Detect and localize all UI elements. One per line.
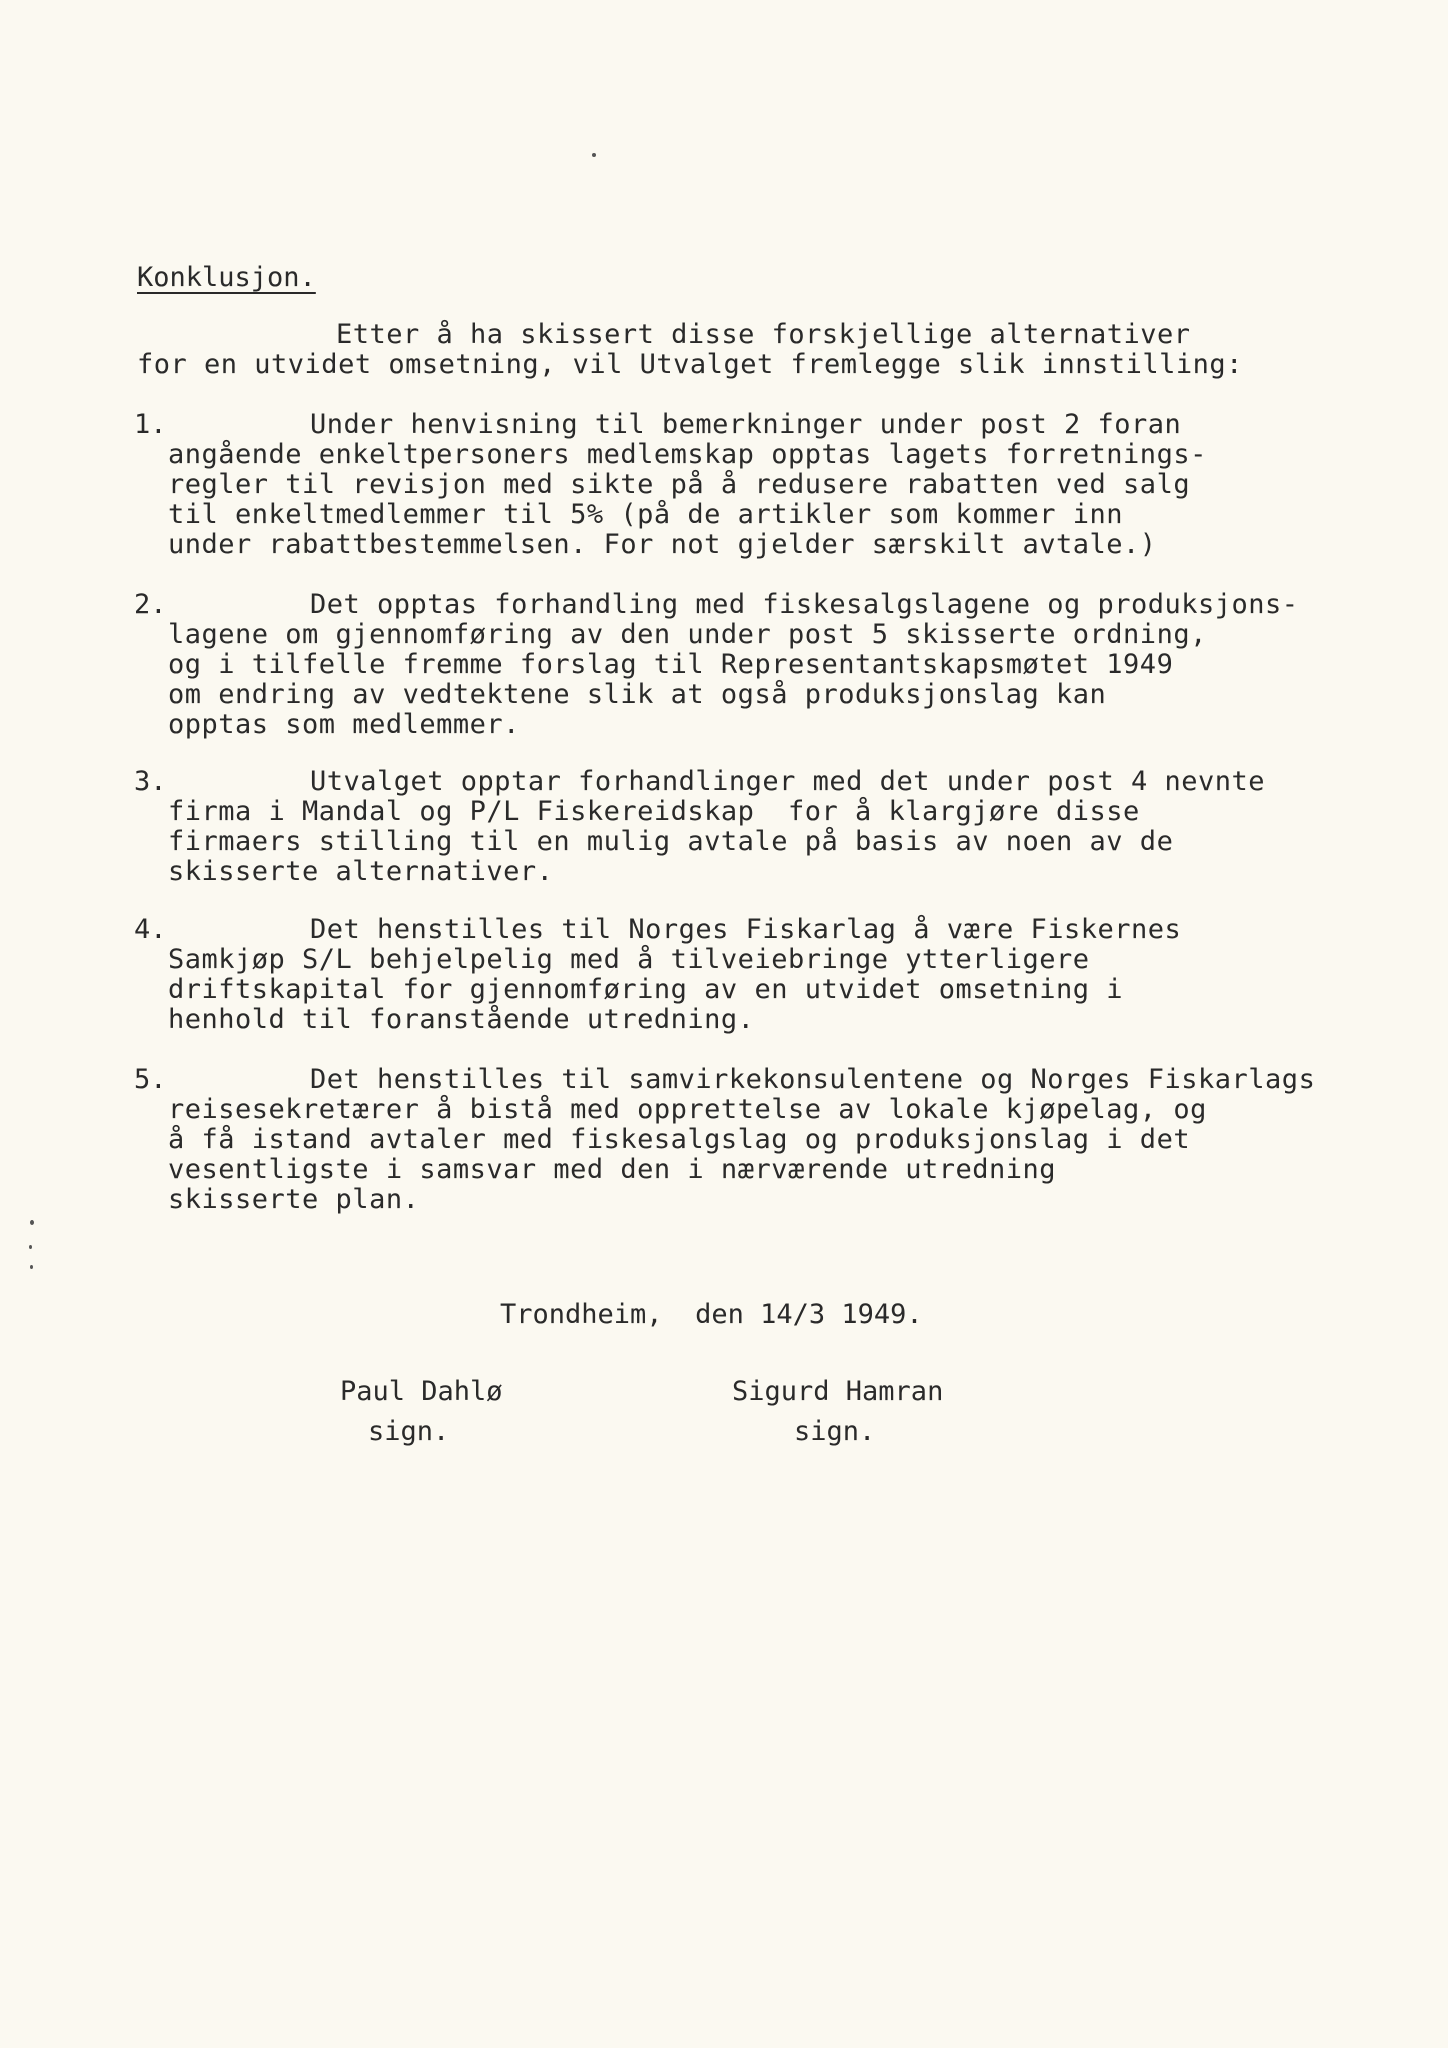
- item-number: 5.: [134, 1064, 167, 1095]
- item-line: Det opptas forhandling med fiskesalgslagene og produksjons-: [310, 589, 1299, 620]
- item-line: Under henvisning til bemerkninger under post 2 foran: [310, 409, 1182, 440]
- item-line: lagene om gjennomføring av den under post 5 skisserte ordning,: [168, 619, 1207, 650]
- paper-speck: [30, 1220, 34, 1225]
- paper-speck: [30, 1265, 33, 1269]
- item-line: skisserte alternativer.: [168, 856, 554, 887]
- item-line: å få istand avtaler med fiskesalgslag og produksjonslag i det: [168, 1124, 1191, 1155]
- intro-line: Etter å ha skissert disse forskjellige alternativer: [336, 319, 1191, 350]
- paper-speck: [29, 1245, 32, 1249]
- paper-speck: [592, 153, 596, 157]
- signature-note: sign.: [794, 1416, 876, 1447]
- item-line: henhold til foranstående utredning.: [168, 1004, 755, 1035]
- item-line: om endring av vedtektene slik at også produksjonslag kan: [168, 679, 1107, 710]
- item-number: 1.: [134, 409, 167, 440]
- item-line: vesentligste i samsvar med den i nærværende utredning: [168, 1154, 1057, 1185]
- item-line: reisesekretærer å bistå med opprettelse av lokale kjøpelag, og: [168, 1094, 1207, 1125]
- item-line: og i tilfelle fremme forslag til Representantskapsmøtet 1949: [168, 649, 1174, 680]
- item-line: Samkjøp S/L behjelpelig med å tilveiebringe ytterligere: [168, 944, 1090, 975]
- item-line: regler til revisjon med sikte på å redusere rabatten ved salg: [168, 469, 1191, 500]
- item-line: skisserte plan.: [168, 1184, 420, 1215]
- item-number: 4.: [134, 914, 167, 945]
- signature-name: Paul Dahlø: [340, 1376, 503, 1407]
- item-line: til enkeltmedlemmer til 5% (på de artikler som kommer inn: [168, 499, 1124, 530]
- signature-name: Sigurd Hamran: [732, 1376, 944, 1407]
- intro-line: for en utvidet omsetning, vil Utvalget fremlegge slik innstilling:: [137, 349, 1243, 380]
- item-line: under rabattbestemmelsen. For not gjelder særskilt avtale.): [168, 529, 1157, 560]
- item-line: angående enkeltpersoners medlemskap opptas lagets forretnings-: [168, 439, 1207, 470]
- item-line: driftskapital for gjennomføring av en utvidet omsetning i: [168, 974, 1124, 1005]
- item-line: firmaers stilling til en mulig avtale på basis av noen av de: [168, 826, 1174, 857]
- item-number: 3.: [134, 766, 167, 797]
- item-line: firma i Mandal og P/L Fiskereidskap for å klargjøre disse: [168, 796, 1140, 827]
- place-date: Trondheim, den 14/3 1949.: [500, 1299, 923, 1330]
- item-line: Det henstilles til samvirkekonsulentene og Norges Fiskarlags: [310, 1064, 1316, 1095]
- conclusion-heading: Konklusjon.: [137, 262, 316, 293]
- item-line: Utvalget opptar forhandlinger med det under post 4 nevnte: [310, 766, 1266, 797]
- item-number: 2.: [134, 589, 167, 620]
- item-line: opptas som medlemmer.: [168, 709, 520, 740]
- signature-note: sign.: [368, 1416, 450, 1447]
- item-line: Det henstilles til Norges Fiskarlag å være Fiskernes: [310, 914, 1182, 945]
